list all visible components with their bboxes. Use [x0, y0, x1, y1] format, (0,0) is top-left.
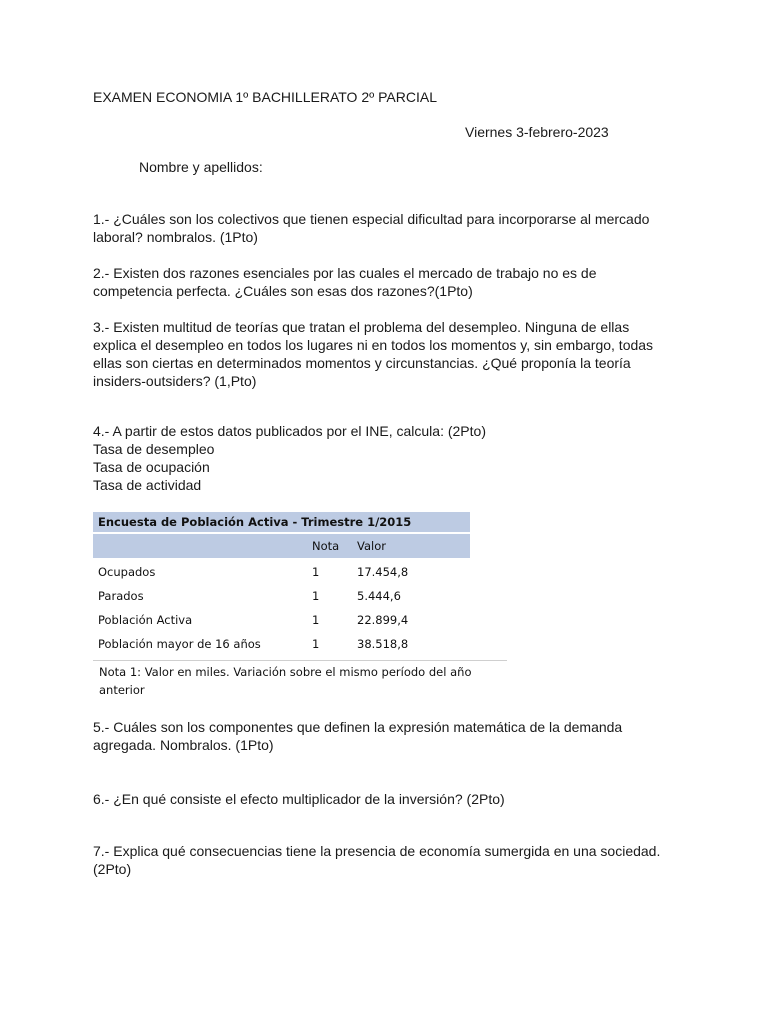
- table-cell: 1: [312, 565, 320, 579]
- table-title: Encuesta de Población Activa - Trimestre 1/2015: [93, 512, 470, 534]
- exam-date: Viernes 3-febrero-2023: [465, 124, 609, 140]
- question-4: 4.- A partir de estos datos publicados por el INE, calcula: (2Pto) Tasa de desempleo Tasa de ocupación Tasa de actividad: [93, 423, 486, 493]
- table-cell: Parados: [98, 589, 144, 603]
- exam-title: EXAMEN ECONOMIA 1º BACHILLERATO 2º PARCIAL: [93, 89, 437, 105]
- table-cell: 22.899,4: [357, 613, 409, 627]
- table-row: [93, 584, 470, 608]
- question-1: 1.- ¿Cuáles son los colectivos que tienen especial dificultad para incorporarse al mercado laboral? nombralos. (1Pto): [93, 211, 650, 245]
- table-cell: 17.454,8: [357, 565, 409, 579]
- table-note: Nota 1: Valor en miles. Variación sobre el mismo período del año anterior: [93, 660, 507, 699]
- name-label: Nombre y apellidos:: [139, 159, 263, 175]
- table-column-header: Nota: [312, 539, 340, 553]
- question-6: 6.- ¿En qué consiste el efecto multiplicador de la inversión? (2Pto): [93, 791, 505, 807]
- table-cell: Población mayor de 16 años: [98, 637, 261, 651]
- table-cell: 5.444,6: [357, 589, 401, 603]
- table-cell: 38.518,8: [357, 637, 409, 651]
- table-cell: Población Activa: [98, 613, 193, 627]
- table-row: [93, 632, 470, 656]
- question-7: 7.- Explica qué consecuencias tiene la presencia de economía sumergida en una sociedad. (2Pto): [93, 843, 661, 877]
- table-column-header: Valor: [357, 539, 386, 553]
- table-header-row: [93, 534, 470, 558]
- question-5: 5.- Cuáles son los componentes que definen la expresión matemática de la demanda agregada. Nombralos. (1Pto): [93, 719, 623, 753]
- question-3: 3.- Existen multitud de teorías que tratan el problema del desempleo. Ninguna de ellas explica el desempleo en todos los lugares ni en todos los momentos y, sin embargo, todas ellas son ciertas en determinados momentos y circunstancias. ¿Qué proponía la teoría insiders-outsiders? (1,Pto): [93, 319, 654, 389]
- table-cell: 1: [312, 637, 320, 651]
- table-row: [93, 560, 470, 584]
- question-2: 2.- Existen dos razones esenciales por las cuales el mercado de trabajo no es de competencia perfecta. ¿Cuáles son esas dos razones?(1Pto): [93, 265, 597, 299]
- table-cell: 1: [312, 613, 320, 627]
- table-cell: 1: [312, 589, 320, 603]
- epa-table: [93, 512, 507, 699]
- table-cell: Ocupados: [98, 565, 156, 579]
- table-row: [93, 608, 470, 632]
